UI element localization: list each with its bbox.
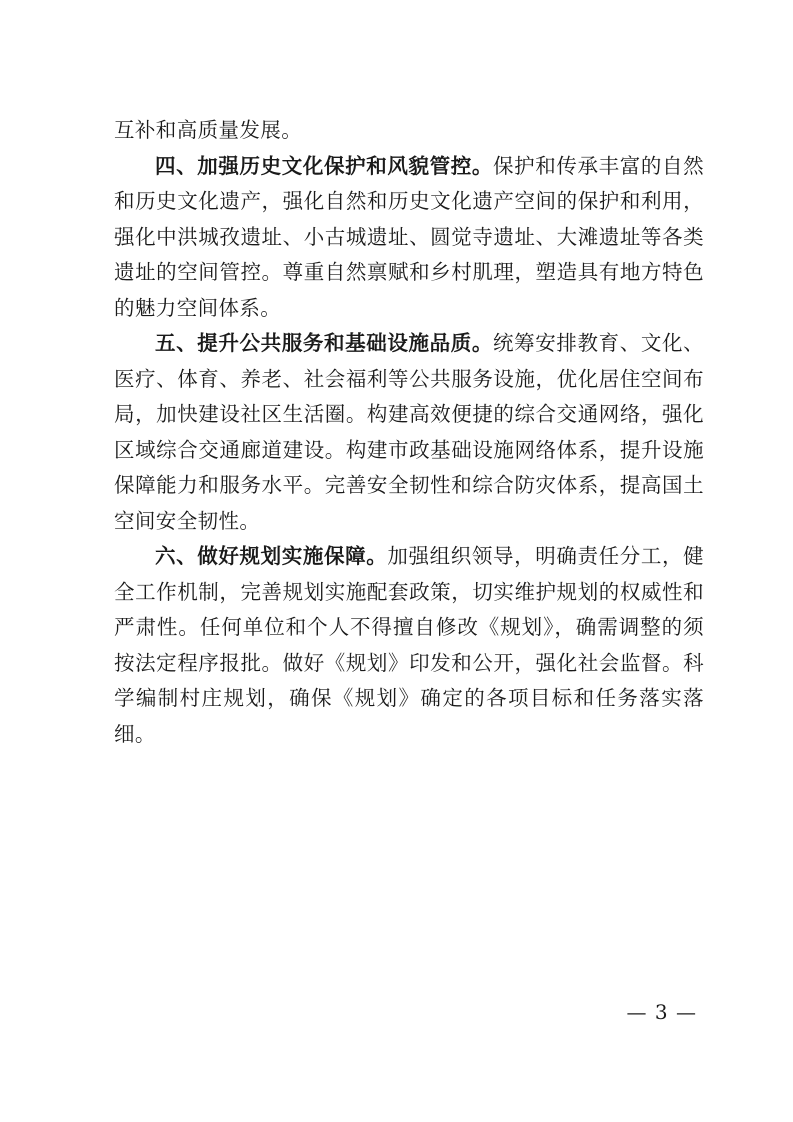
- page-number: — 3 —: [626, 1000, 697, 1024]
- continuation-text: 互补和高质量发展。: [114, 118, 303, 142]
- section-5-heading: 五、提升公共服务和基础设施品质。: [155, 331, 493, 355]
- continuation-paragraph: [114, 113, 704, 149]
- section-4-paragraph: [114, 149, 704, 327]
- section-5-paragraph: [114, 326, 704, 539]
- section-6-paragraph: [114, 539, 704, 752]
- section-5-body: 统筹安排教育、文化、医疗、体育、养老、社会福利等公共服务设施，优化居住空间布局，加快建设社区生活圈。构建高效便捷的综合交通网络，强化区域综合交通廊道建设。构建市政基础设施网络体系，提升设施保障能力和服务水平。完善安全韧性和综合防灾体系，提高国土空间安全韧性。: [114, 331, 704, 533]
- body-text: [114, 113, 704, 752]
- section-4-heading: 四、加强历史文化保护和风貌管控。: [155, 153, 493, 178]
- section-4-body: 保护和传承丰富的自然和历史文化遗产，强化自然和历史文化遗产空间的保护和利用，强化中洪城孜遗址、小古城遗址、圆觉寺遗址、大滩遗址等各类遗址的空间管控。尊重自然禀赋和乡村肌理，塑造具有地方特色的魅力空间体系。: [114, 153, 704, 320]
- section-6-heading: 六、做好规划实施保障。: [155, 544, 388, 568]
- section-6-body: 加强组织领导，明确责任分工，健全工作机制，完善规划实施配套政策，切实维护规划的权威性和严肃性。任何单位和个人不得擅自修改《规划》，确需调整的须按法定程序报批。做好《规划》印发和公开，强化社会监督。科学编制村庄规划，确保《规划》确定的各项目标和任务落实落细。: [114, 544, 705, 746]
